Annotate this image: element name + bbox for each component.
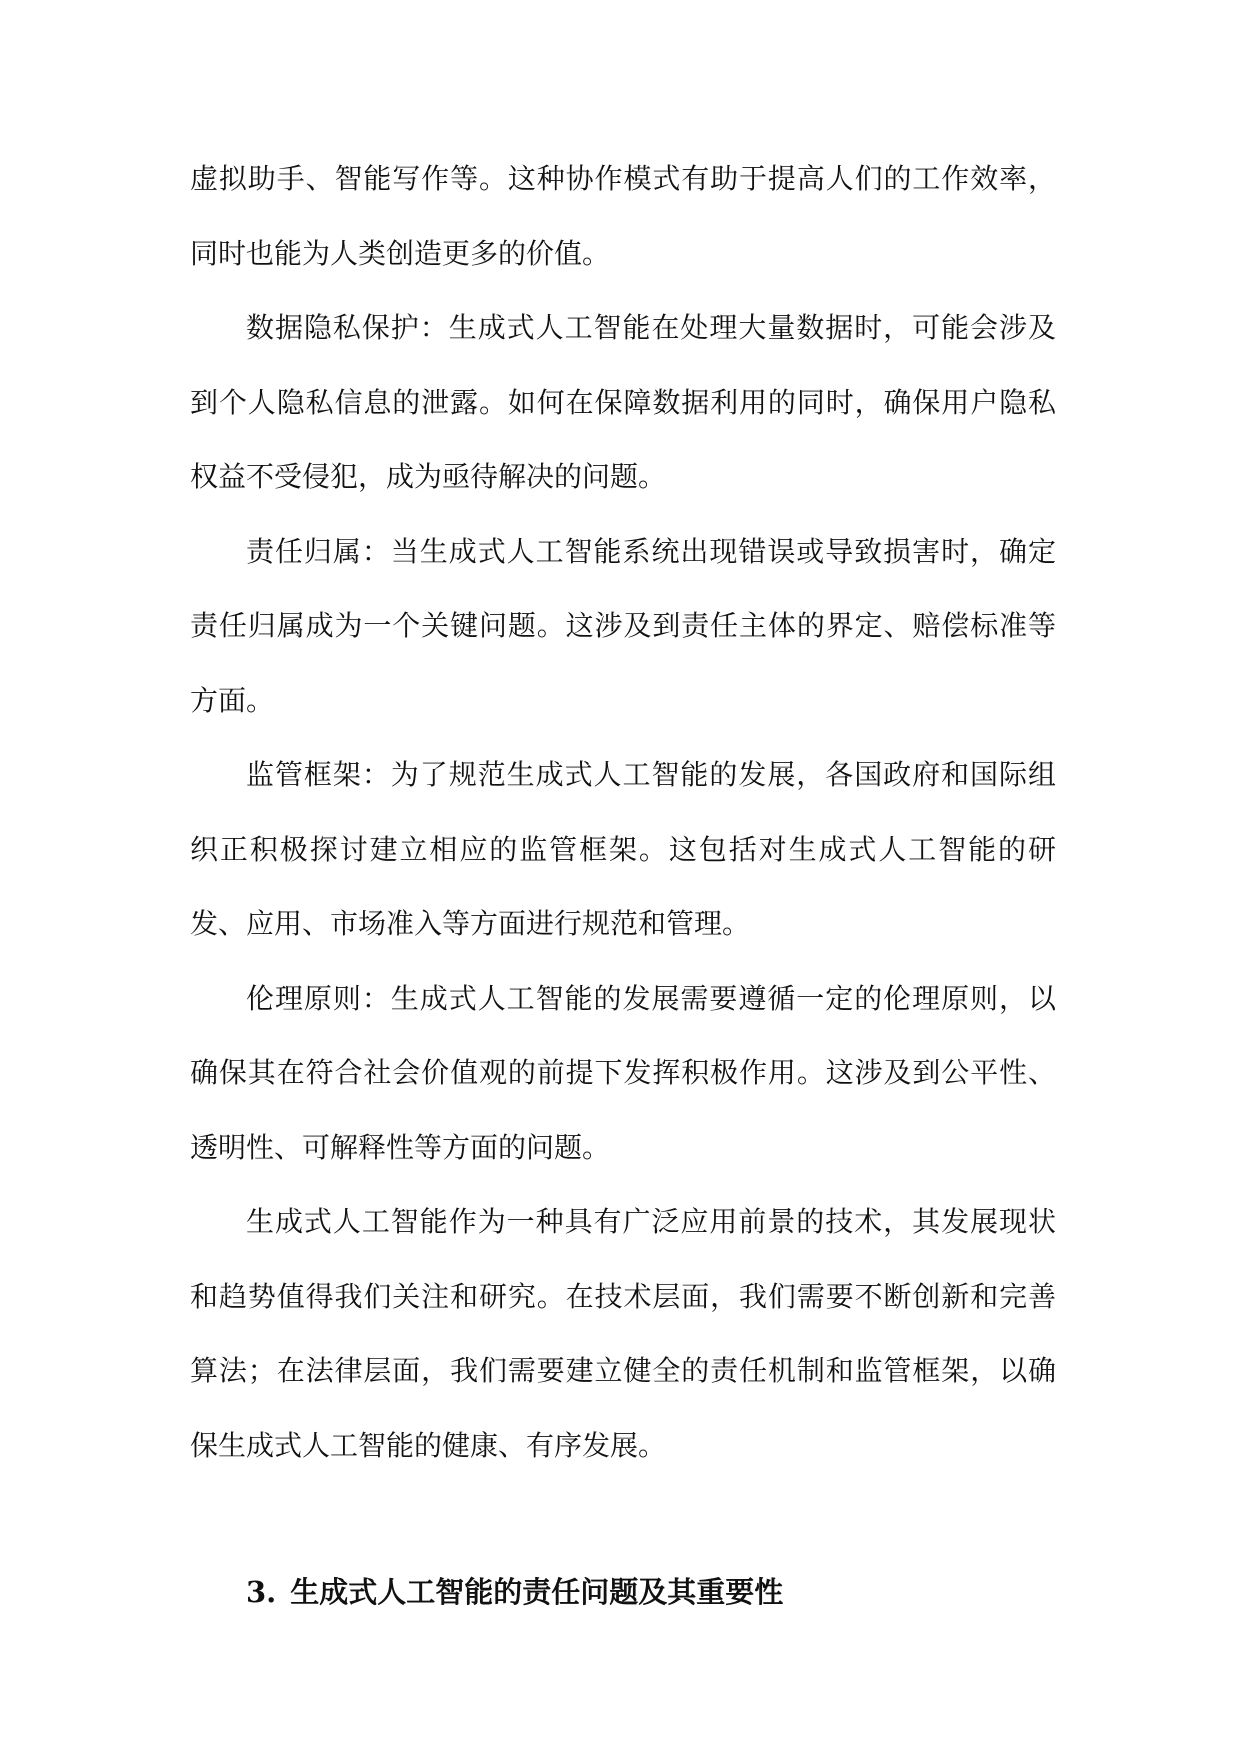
section-title: 生成式人工智能的责任问题及其重要性 xyxy=(290,1575,784,1609)
paragraph-conclusion: 生成式人工智能作为一种具有广泛应用前景的技术，其发展现状和趋势值得我们关注和研究。在技术层面，我们需要不断创新和完善算法；在法律层面，我们需要建立健全的责任机制和监管框架，以确保生成式人工智能的健康、有序发展。 xyxy=(190,1205,1056,1462)
paragraph-ethical-principles: 伦理原则：生成式人工智能的发展需要遵循一定的伦理原则，以确保其在符合社会价值观的前提下发挥积极作用。这涉及到公平性、透明性、可解释性等方面的问题。 xyxy=(190,981,1056,1164)
paragraph-liability: 责任归属：当生成式人工智能系统出现错误或导致损害时，确定责任归属成为一个关键问题。这涉及到责任主体的界定、赔偿标准等方面。 xyxy=(190,534,1056,717)
section-number: 3. xyxy=(246,1575,277,1609)
paragraph-collaboration: 虚拟助手、智能写作等。这种协作模式有助于提高人们的工作效率，同时也能为人类创造更多的价值。 xyxy=(190,162,1056,270)
body-text xyxy=(190,142,1056,1483)
paragraph-data-privacy: 数据隐私保护：生成式人工智能在处理大量数据时，可能会涉及到个人隐私信息的泄露。如何在保障数据利用的同时，确保用户隐私权益不受侵犯，成为亟待解决的问题。 xyxy=(190,311,1056,493)
section-heading xyxy=(246,1572,783,1612)
paragraph-regulatory-framework: 监管框架：为了规范生成式人工智能的发展，各国政府和国际组织正积极探讨建立相应的监管框架。这包括对生成式人工智能的研发、应用、市场准入等方面进行规范和管理。 xyxy=(190,758,1056,940)
